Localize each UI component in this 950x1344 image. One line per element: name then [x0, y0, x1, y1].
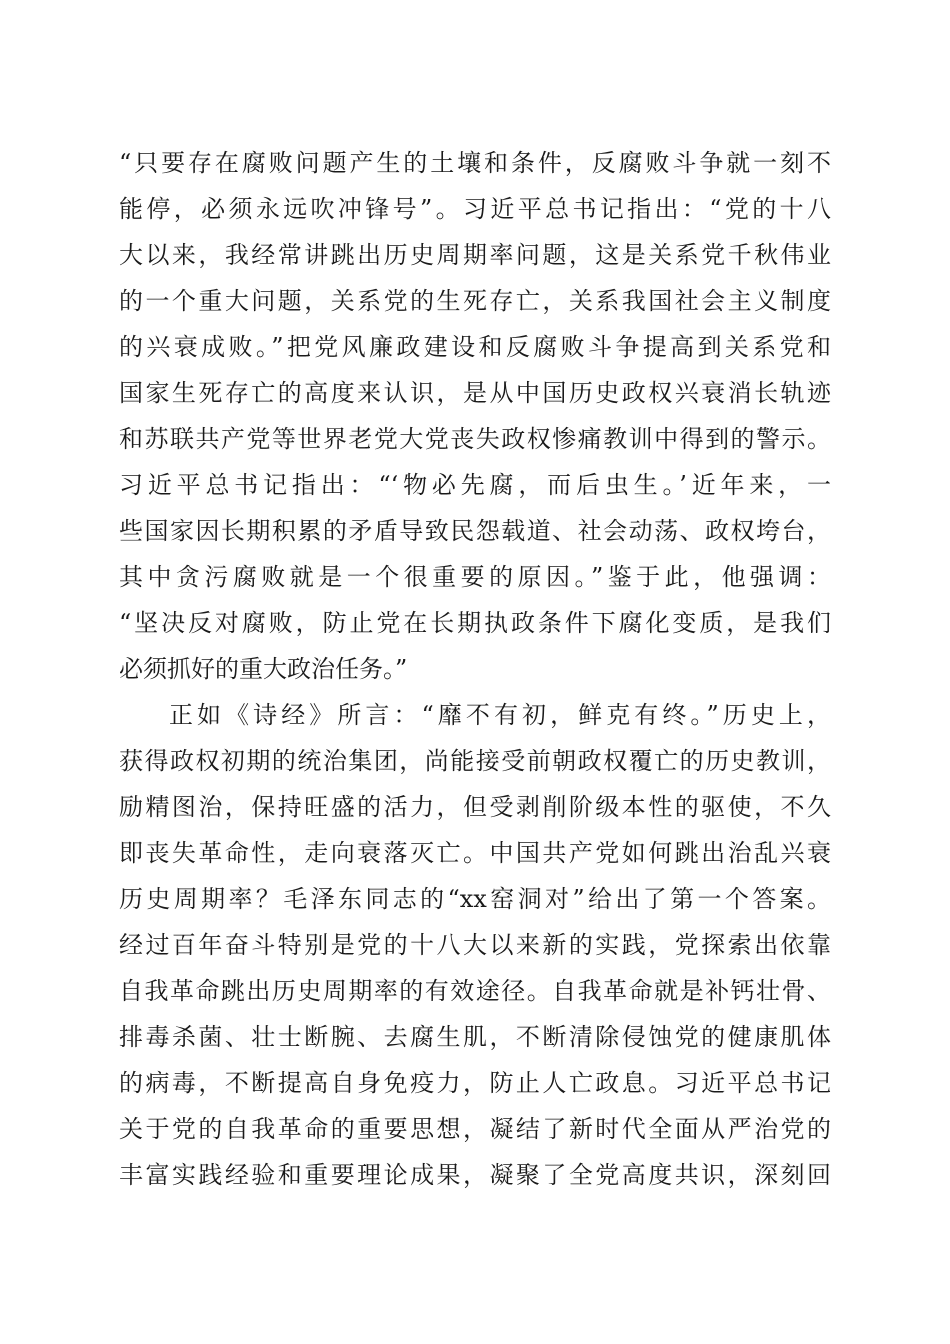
- paragraph-2-line-1: 正如《诗经》所言：“靡不有初，鲜克有终。”历史上，: [169, 701, 831, 729]
- paragraph-1-line-12: 必须抓好的重大政治任务。”: [119, 655, 408, 683]
- paragraph-1-line-6: 国家生死存亡的高度来认识，是从中国历史政权兴衰消长轨迹: [119, 379, 831, 407]
- paragraph-2-line-4: 即丧失革命性，走向衰落灭亡。中国共产党如何跳出治乱兴衰: [119, 839, 831, 867]
- paragraph-2-line-11: 丰富实践经验和重要理论成果，凝聚了全党高度共识，深刻回: [119, 1161, 831, 1189]
- paragraph-2-line-2: 获得政权初期的统治集团，尚能接受前朝政权覆亡的历史教训，: [119, 747, 831, 775]
- paragraph-2-line-7: 自我革命跳出历史周期率的有效途径。自我革命就是补钙壮骨、: [119, 977, 831, 1005]
- paragraph-1-line-3: 大以来，我经常讲跳出历史周期率问题，这是关系党千秋伟业: [119, 241, 831, 269]
- paragraph-1-line-1: “只要存在腐败问题产生的土壤和条件，反腐败斗争就一刻不: [119, 149, 831, 177]
- paragraph-2-line-3: 励精图治，保持旺盛的活力，但受剥削阶级本性的驱使，不久: [119, 793, 831, 821]
- paragraph-1-line-7: 和苏联共产党等世界老党大党丧失政权惨痛教训中得到的警示。: [119, 425, 831, 453]
- paragraph-1-line-10: 其中贪污腐败就是一个很重要的原因。”鉴于此，他强调：: [119, 563, 831, 591]
- paragraph-1-line-4: 的一个重大问题，关系党的生死存亡，关系我国社会主义制度: [119, 287, 831, 315]
- paragraph-1-line-8: 习近平总书记指出：“‘物必先腐，而后虫生。’近年来，一: [119, 471, 831, 499]
- paragraph-1-line-2: 能停，必须永远吹冲锋号”。习近平总书记指出：“党的十八: [119, 195, 831, 223]
- paragraph-2-line-6: 经过百年奋斗特别是党的十八大以来新的实践，党探索出依靠: [119, 931, 831, 959]
- paragraph-1-line-11: “坚决反对腐败，防止党在长期执政条件下腐化变质，是我们: [119, 609, 831, 637]
- paragraph-2-line-10: 关于党的自我革命的重要思想，凝结了新时代全面从严治党的: [119, 1115, 831, 1143]
- paragraph-1-line-5: 的兴衰成败。”把党风廉政建设和反腐败斗争提高到关系党和: [119, 333, 831, 361]
- paragraph-2-line-5: 历史周期率？毛泽东同志的“xx窑洞对”给出了第一个答案。: [119, 885, 831, 913]
- paragraph-2-line-8: 排毒杀菌、壮士断腕、去腐生肌，不断清除侵蚀党的健康肌体: [119, 1023, 831, 1051]
- paragraph-1-line-9: 些国家因长期积累的矛盾导致民怨载道、社会动荡、政权垮台，: [119, 517, 831, 545]
- paragraph-2-line-9: 的病毒，不断提高自身免疫力，防止人亡政息。习近平总书记: [119, 1069, 831, 1097]
